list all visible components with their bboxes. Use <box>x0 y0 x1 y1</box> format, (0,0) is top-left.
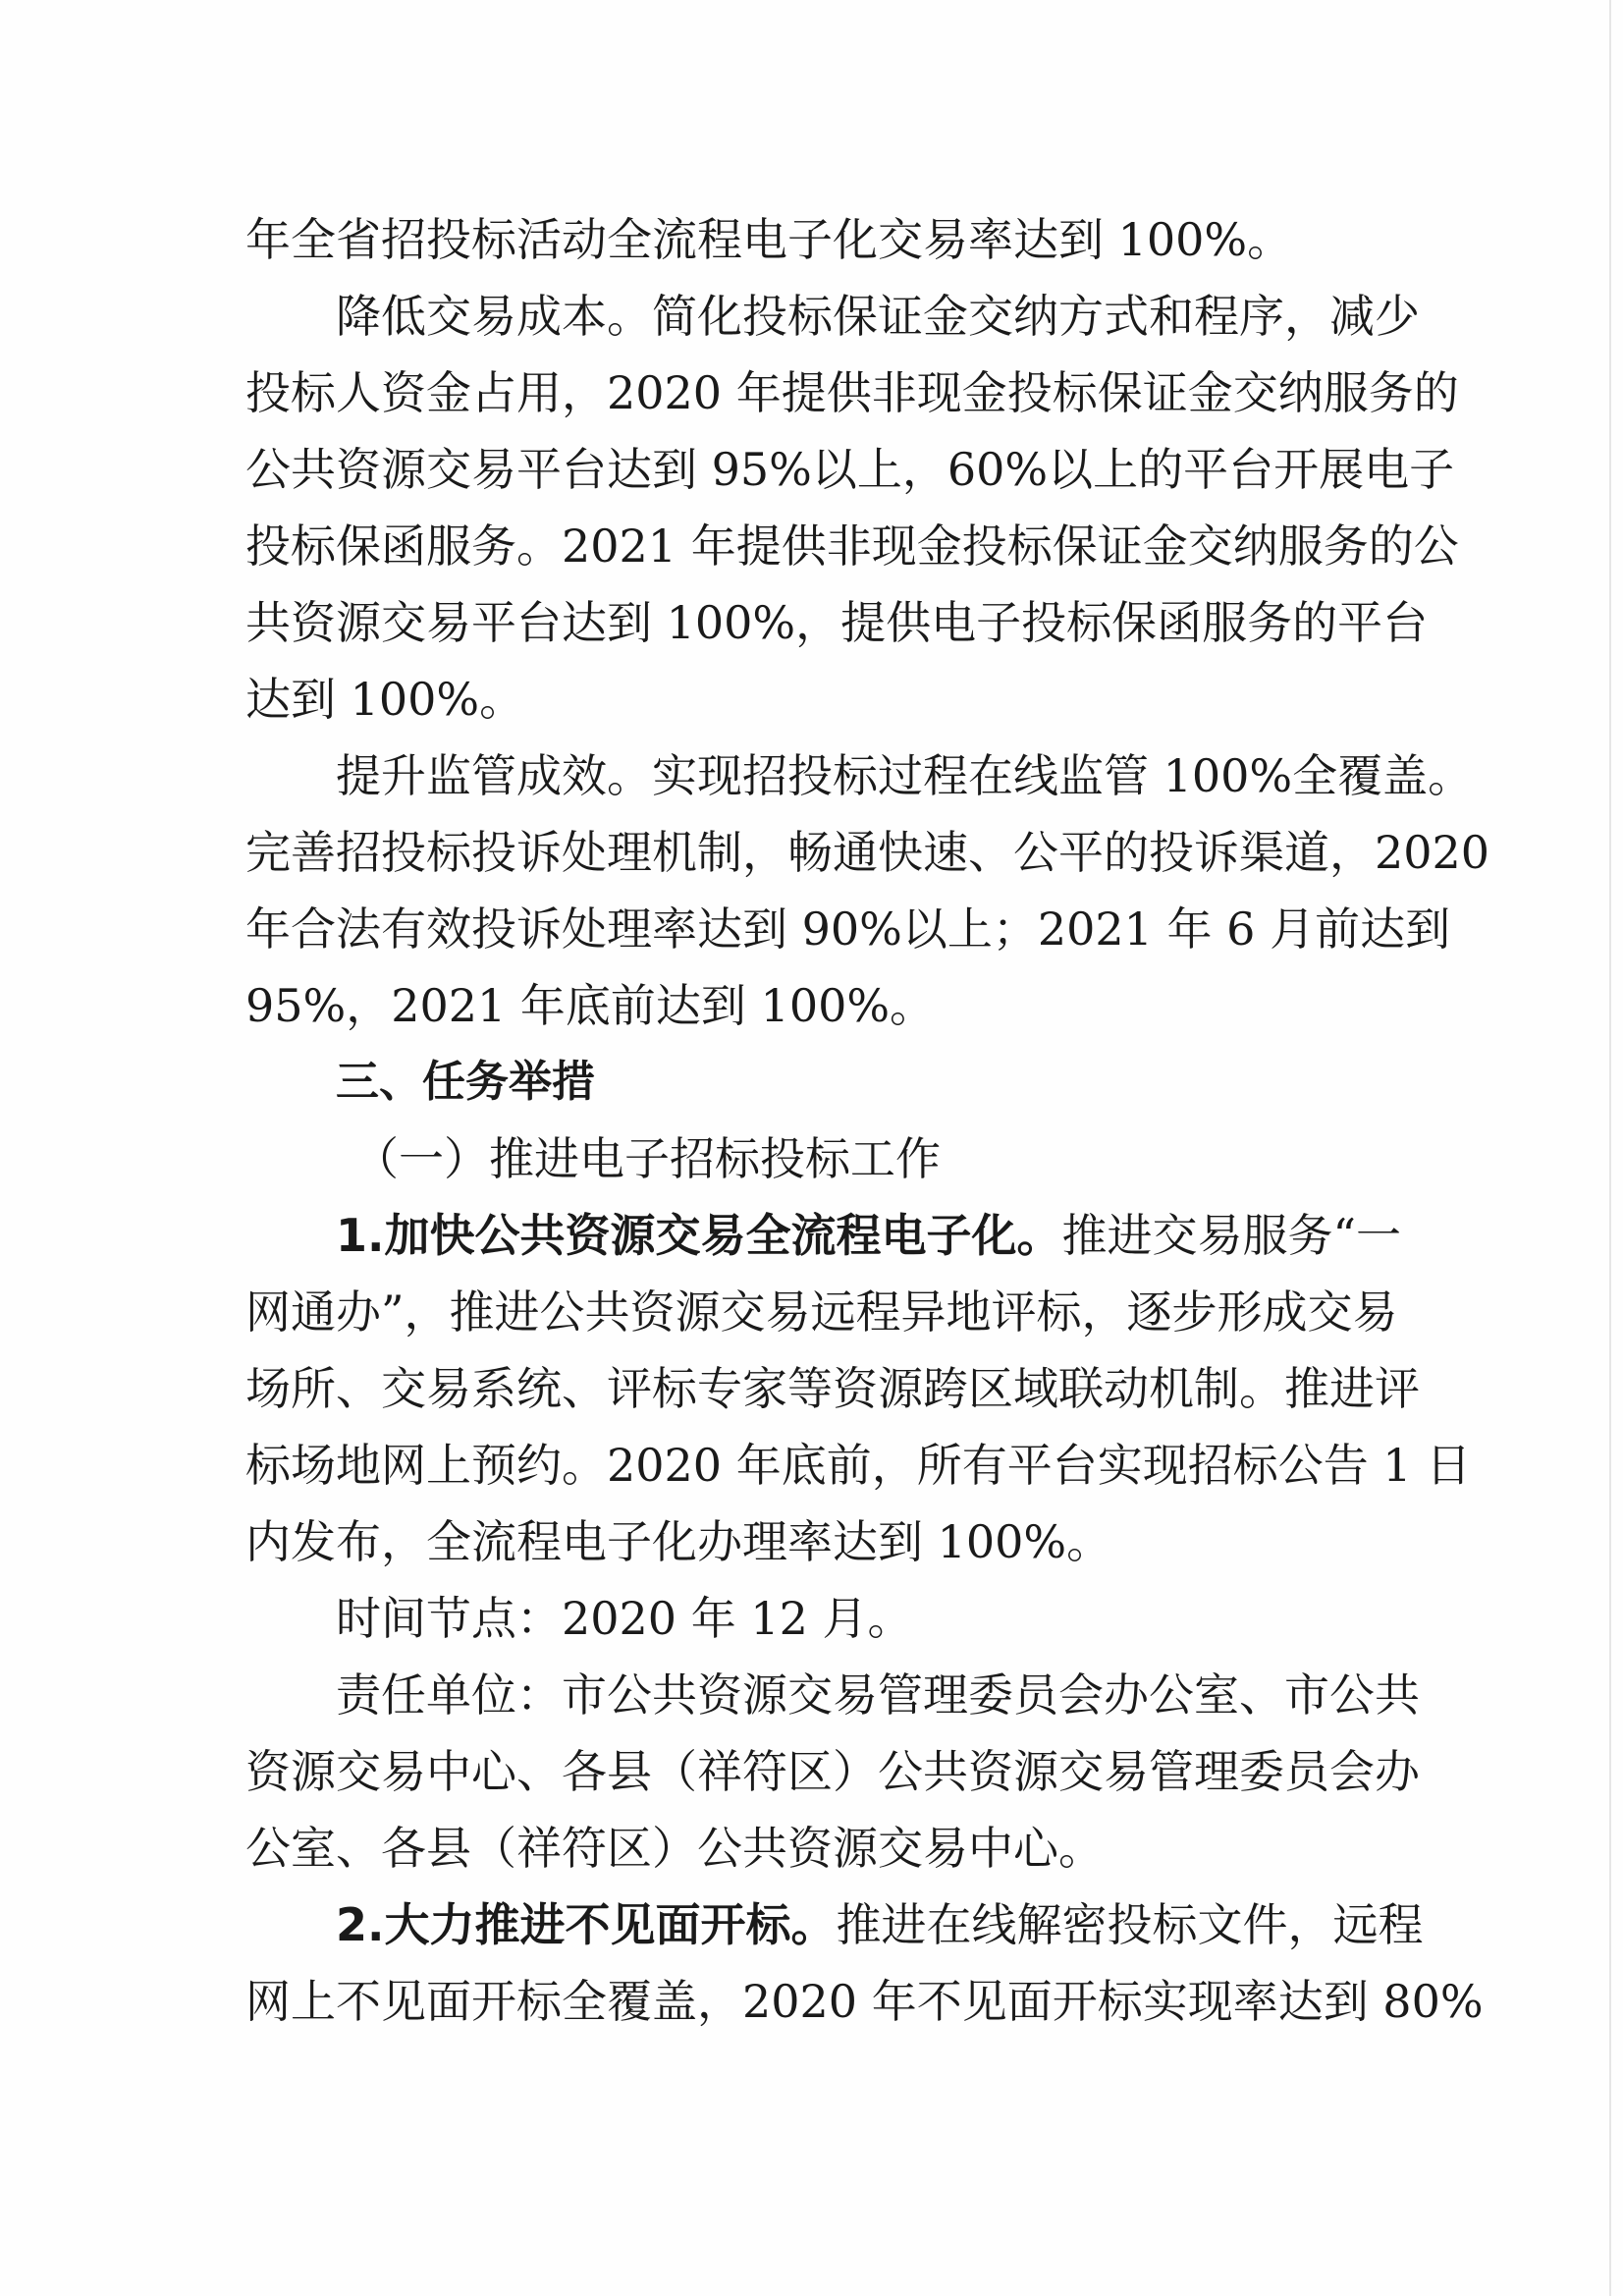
text-line: 公共资源交易平台达到 95%以上，60%以上的平台开展电子 <box>245 443 1455 496</box>
item-first-line <box>245 1886 1424 1963</box>
text-line: 内发布，全流程电子化办理率达到 100%。 <box>245 1515 1112 1568</box>
text-line: 共资源交易平台达到 100%，提供电子投标保函服务的平台 <box>245 596 1429 649</box>
document-body <box>245 201 1490 2040</box>
item-first-line <box>245 1197 1402 1274</box>
text-line: 投标人资金占用，2020 年提供非现金投标保证金交纳服务的 <box>245 366 1459 419</box>
text-line: 95%，2021 年底前达到 100%。 <box>245 979 936 1032</box>
item-text: 推进在线解密投标文件，远程 <box>836 1898 1424 1951</box>
subsection-heading: （一）推进电子招标投标工作 <box>353 1132 941 1185</box>
responsible-units: 责任单位：市公共资源交易管理委员会办公室、市公共 <box>336 1668 1420 1722</box>
text-line: 标场地网上预约。2020 年底前，所有平台实现招标公告 1 日 <box>245 1439 1472 1492</box>
time-node: 时间节点：2020 年 12 月。 <box>336 1592 913 1645</box>
text-line: 完善招投标投诉处理机制，畅通快速、公平的投诉渠道，2020 <box>245 826 1490 879</box>
item-title: 1.加快公共资源交易全流程电子化。 <box>336 1209 1062 1262</box>
text-line: 降低交易成本。简化投标保证金交纳方式和程序，减少 <box>336 290 1420 343</box>
item-title: 2.大力推进不见面开标。 <box>336 1898 837 1951</box>
text-line: 公室、各县（祥符区）公共资源交易中心。 <box>245 1822 1104 1875</box>
text-line: 投标保函服务。2021 年提供非现金投标保证金交纳服务的公 <box>245 519 1459 573</box>
text-line: 网通办”，推进公共资源交易远程异地评标，逐步形成交易 <box>245 1285 1398 1339</box>
text-line: 资源交易中心、各县（祥符区）公共资源交易管理委员会办 <box>245 1745 1420 1798</box>
text-line: 场所、交易系统、评标专家等资源跨区域联动机制。推进评 <box>245 1362 1420 1415</box>
text-line: 年合法有效投诉处理率达到 90%以上；2021 年 6 月前达到 <box>245 902 1451 956</box>
text-line: 提升监管成效。实现招投标过程在线监管 100%全覆盖。 <box>336 749 1474 802</box>
text-line: 年全省招投标活动全流程电子化交易率达到 100%。 <box>245 213 1293 266</box>
text-line: 达到 100%。 <box>245 673 525 726</box>
section-heading: 三、任务举措 <box>336 1057 595 1107</box>
scan-edge-line <box>1609 0 1611 2296</box>
text-line: 网上不见面开标全覆盖，2020 年不见面开标实现率达到 80% <box>245 1975 1484 2028</box>
item-text: 推进交易服务“一 <box>1061 1209 1402 1262</box>
